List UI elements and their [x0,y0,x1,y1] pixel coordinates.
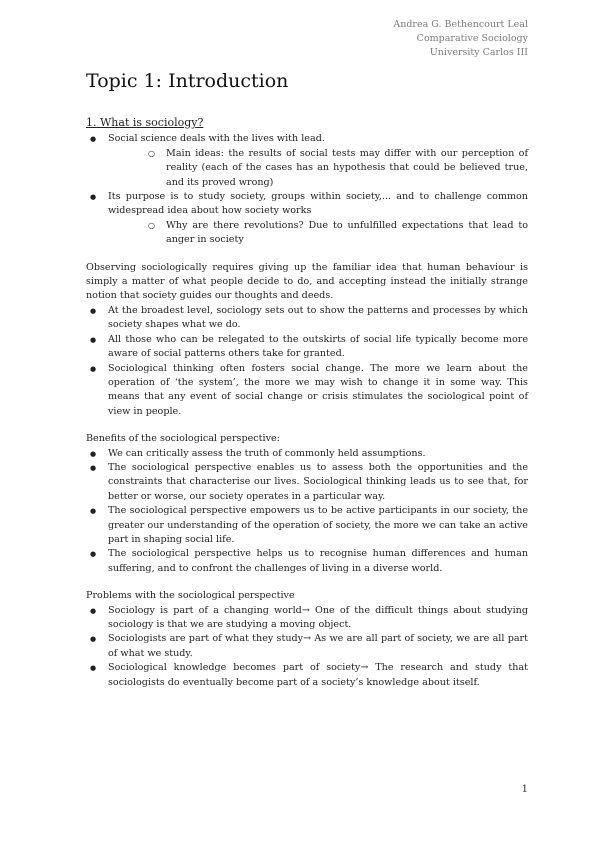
sub-list [108,219,528,248]
list-item [86,190,528,248]
page-title: Topic 1: Introduction [86,70,289,92]
list-item [86,132,528,190]
list-item: ● Sociology is part of a changing world→ One of the difficult things about studying sociology is that we are studying a moving object. [86,604,528,633]
section-heading-what-is-sociology: 1. What is sociology? [86,116,204,129]
problems-heading: Problems with the sociological perspective [86,590,295,602]
page-number: 1 [521,784,528,795]
list-item: ● At the broadest level, sociology sets out to show the patterns and processes by which society shapes what we do. [86,304,528,333]
list-item: ● Sociological thinking often fosters social change. The more we learn about the operation of ‘the system’, the more we may wish to change it in some way. This means that any event of social change or crisis stimulates the sociological point of view in people. [86,362,528,420]
sub-list-item: ○ Why are there revolutions? Due to unfulfilled expectations that lead to anger in society [144,219,528,248]
sub-list [108,147,528,190]
document-body [86,116,528,690]
list-item: ● Sociological knowledge becomes part of society→ The research and study that sociologists do eventually become part of a society’s knowledge about itself. [86,661,528,690]
header-university: University Carlos III [429,47,528,58]
header-course: Comparative Sociology [416,33,528,44]
bullet-text: Social science deals with the lives with lead. [108,133,325,145]
paragraph-observing: Observing sociologically requires giving up the familiar idea that human behaviour is simply a matter of what people decide to do, and accepting instead the initially strange notion that society guides our thoughts and deeds. [86,261,528,302]
observing-list [86,304,528,419]
list-item: ● The sociological perspective helps us to recognise human differences and human suffering, and to confront the challenges of living in a diverse world. [86,547,528,576]
list-item: ● We can critically assess the truth of commonly held assumptions. [86,447,528,461]
sub-list-item: ○ Main ideas: the results of social tests may differ with our perception of reality (each of the cases has an hypothesis that could be believed true, and its proved wrong) [144,147,528,190]
list-item: ● The sociological perspective empowers us to be active participants in our society, the greater our understanding of the operation of society, the more we can take an active part in shaping social life. [86,504,528,547]
problems-list [86,604,528,690]
benefits-heading: Benefits of the sociological perspective: [86,433,280,445]
list-item: ● Sociologists are part of what they study→ As we are all part of society, we are all part of what we study. [86,632,528,661]
header-author: Andrea G. Bethencourt Leal [393,19,528,30]
section1-list [86,132,528,247]
bullet-text: Its purpose is to study society, groups within society,... and to challenge common widespread idea about how society works [108,191,528,217]
benefits-list [86,447,528,577]
page-header [393,18,528,60]
list-item: ● All those who can be relegated to the outskirts of social life typically become more aware of social patterns others take for granted. [86,333,528,362]
list-item: ● The sociological perspective enables us to assess both the opportunities and the constraints that characterise our lives. Sociological thinking leads us to see that, for better or worse, our society operates in a particular way. [86,461,528,504]
